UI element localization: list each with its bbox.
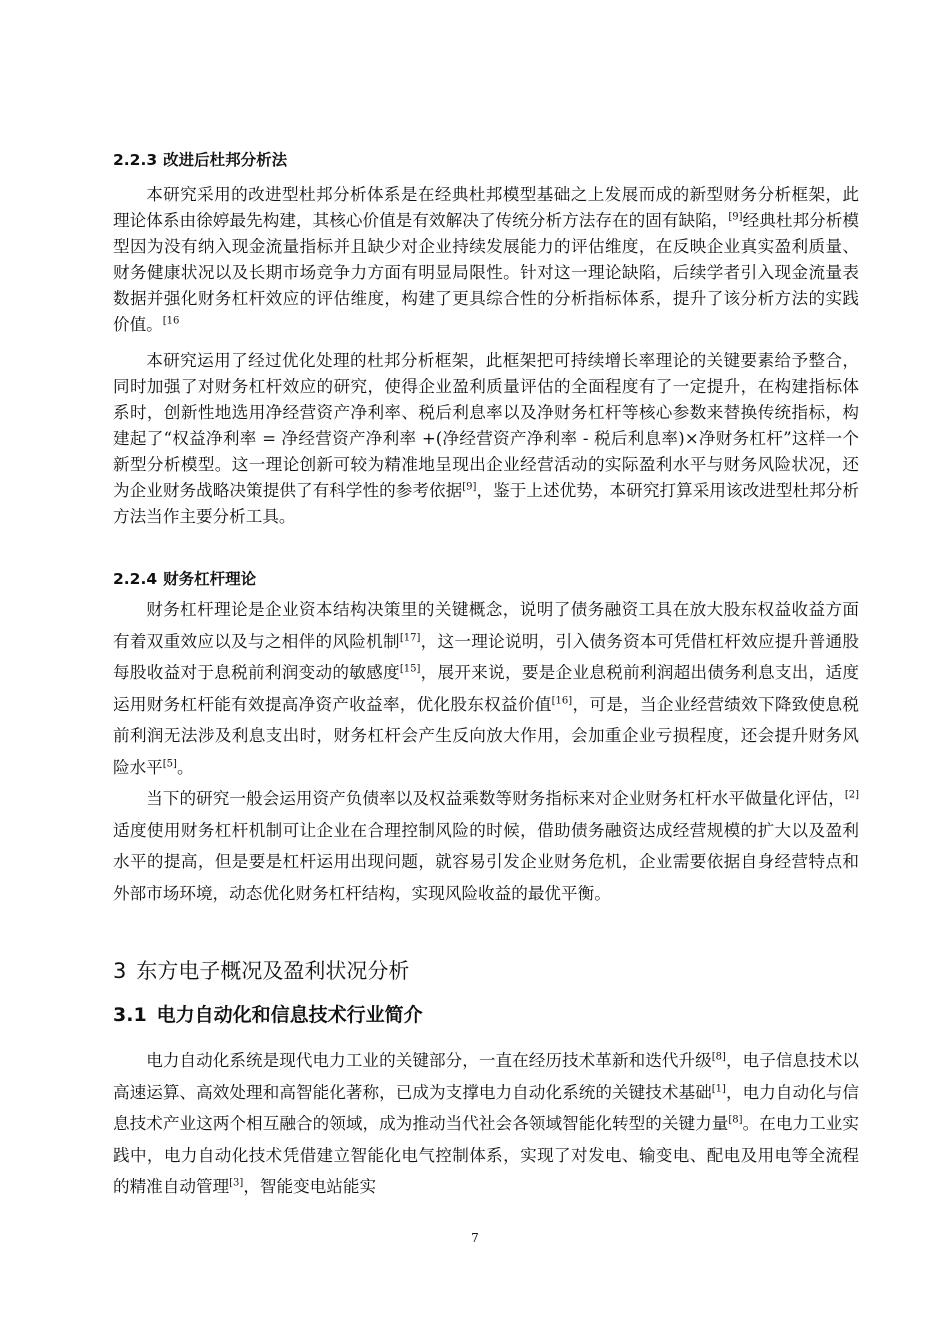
heading-title: 改进后杜邦分析法 [163,151,288,169]
heading-title: 财务杠杆理论 [163,570,257,588]
heading-2-2-4 [113,569,256,589]
heading-number: 2.2.4 [113,570,158,588]
paragraph-2-2-3-1 [113,182,859,338]
text-span: ，这一理论说明，引入债务资本可凭借杠杆效应提升普通股每股收益对于息税前利润变动的敏感度 [113,631,859,682]
text-span: ，鉴于上述优势，本研究打算采用该改进型杜邦分析方法当作主要分析工具。 [113,481,859,526]
citation: [16] [551,694,573,706]
heading-2-2-3 [113,150,287,170]
heading-3 [113,957,409,985]
text-span: 当下的研究一般会运用资产负债率以及权益乘数等财务指标来对企业财务杠杆水平做量化评估， [146,789,845,808]
paragraph-3-1-1 [113,1045,859,1203]
paragraph-2-2-4-2 [113,783,859,909]
citation: [15] [399,663,421,675]
citation: [8] [711,1051,726,1063]
page-number: 7 [471,1231,479,1245]
text-span: ，电子信息技术以高速运算、高效处理和高智能化著称，已成为支撑电力自动化系统的关键技术基础 [113,1051,860,1102]
text-span: 经典杜邦分析模型因为没有纳入现金流量指标并且缺少对企业持续发展能力的评估维度，在反映企业真实盈利质量、财务健康状况以及长期市场竞争力方面有明显局限性。针对这一理论缺陷，后续学者引入现金流量表数据并强化财务杠杆效应的评估维度，构建了更具综合性的分析指标体系，提升了该分析方法的实践价值。 [113,211,860,334]
heading-3-1 [113,1002,423,1028]
text-span: 。 [176,757,194,777]
text-span: 适度使用财务杠杆机制可让企业在合理控制风险的时候，借助债务融资达成经营规模的扩大以及盈利水平的提高，但是要是杠杆运用出现问题，就容易引发企业财务危机，企业需要依据自身经营特点和外部市场环境，动态优化财务杠杆结构，实现风险收益的最优平衡。 [113,820,859,903]
heading-title: 电力自动化和信息技术行业简介 [156,1004,423,1026]
paragraph-2-2-3-2 [113,348,859,530]
text-span: ，展开来说，要是企业息税前利润超出债务利息支出，适度运用财务杠杆能有效提高净资产收益率，优化股东权益价值 [113,663,859,714]
heading-number: 2.2.3 [113,151,158,169]
text-span: 财务杠杆理论是企业资本结构决策里的关键概念，说明了债务融资工具在放大股东权益收益方面有着双重效应以及与之相伴的风险机制 [113,600,859,651]
text-span: 电力自动化系统是现代电力工业的关键部分，一直在经历技术革新和迭代升级 [146,1051,712,1070]
text-span: ，电力自动化与信息技术产业这两个相互融合的领域，成为推动当代社会各领域智能化转型的关键力量 [113,1082,860,1133]
heading-number: 3 [113,959,127,983]
citation: [9] [462,481,477,493]
citation: [2] [844,789,859,801]
heading-number: 3.1 [113,1004,147,1026]
text-span: ，可是，当企业经营绩效下降致使息税前利润无法涉及利息支出时，财务杠杆会产生反向放大作用，会加重企业亏损程度，还会提升财务风险水平 [113,694,860,777]
citation: [17] [399,631,421,643]
citation: [16 [162,315,180,327]
paragraph-2-2-4-1 [113,594,859,783]
citation: [9] [728,211,743,223]
heading-title: 东方电子概况及盈利状况分析 [136,959,410,983]
citation: [5] [162,757,177,769]
citation: [3] [229,1177,244,1189]
text-span: 本研究采用的改进型杜邦分析体系是在经典杜邦模型基础之上发展而成的新型财务分析框架，此理论体系由徐婷最先构建，其核心价值是有效解决了传统分析方法存在的固有缺陷， [113,185,859,230]
text-span: ，智能变电站能实 [243,1177,377,1196]
citation: [8] [728,1114,743,1126]
text-span: 。在电力工业实践中，电力自动化技术凭借建立智能化电气控制体系，实现了对发电、输变电、配电及用电等全流程的精准自动管理 [113,1114,860,1196]
citation: [1] [711,1082,726,1094]
text-span: 本研究运用了经过优化处理的杜邦分析框架，此框架把可持续增长率理论的关键要素给予整合，同时加强了对财务杠杆效应的研究，使得企业盈利质量评估的全面程度有了一定提升，在构建指标体系时，创新性地选用净经营资产净利率、税后利息率以及净财务杠杆等核心参数来替换传统指标，构建起了“权益净利率 = 净经营资产净利率 +(净经营资产净利率 - 税后利息率)×净财务杠杆”这样一个新型分析模型。这一理论创新可较为精准地呈现出企业经营活动的实际盈利水平与财务风险状况，还为企业财务战略决策提供了有科学性的参考依据 [113,351,859,500]
